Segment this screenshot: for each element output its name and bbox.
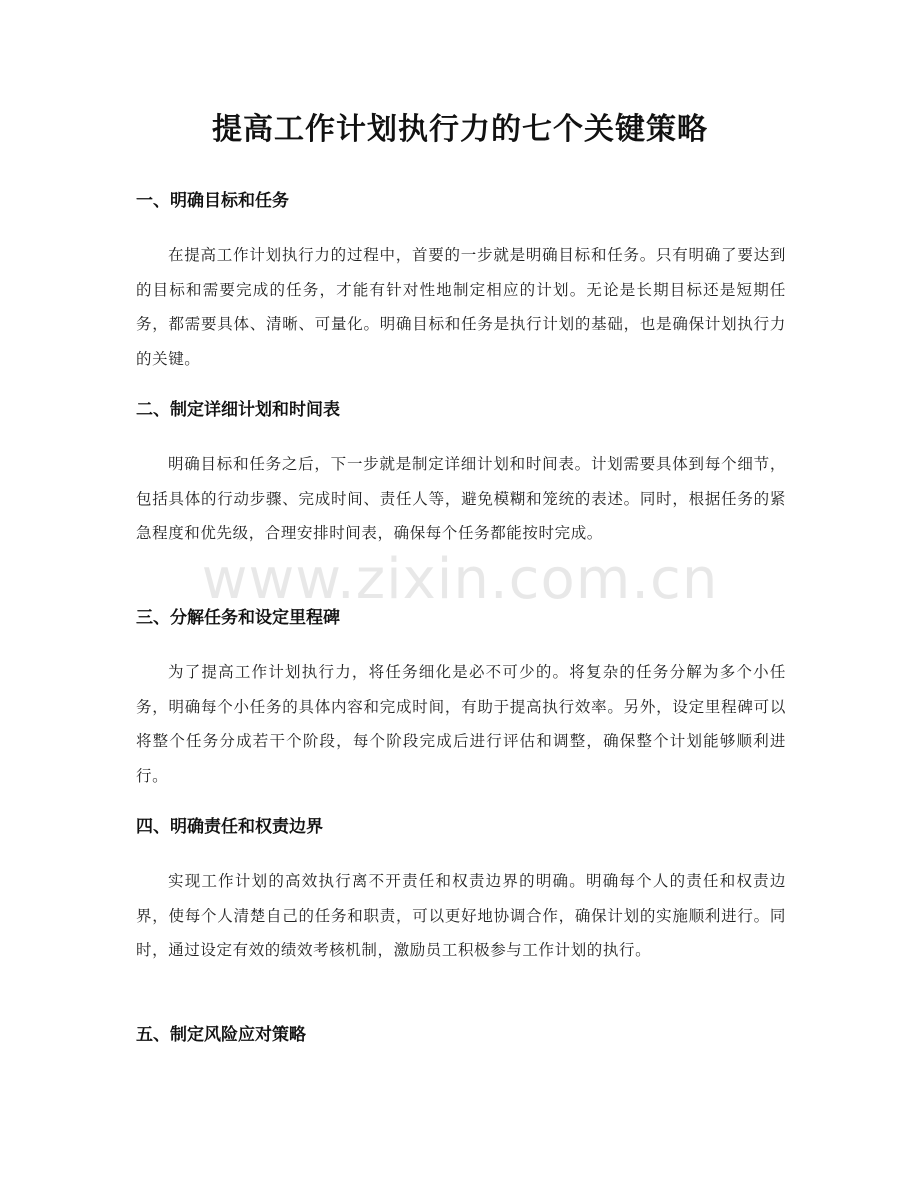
section-heading: 四、明确责任和权责边界 — [136, 817, 323, 837]
watermark: www.zixin.com.cn — [201, 547, 719, 612]
section-heading: 五、制定风险应对策略 — [136, 1025, 306, 1045]
section-heading: 二、制定详细计划和时间表 — [136, 400, 340, 420]
section-paragraph: 实现工作计划的高效执行离不开责任和权责边界的明确。明确每个人的责任和权责边界，使每个人清楚自己的任务和职责，可以更好地协调合作，确保计划的实施顺利进行。同时，通过设定有效的绩效考核机制，激励员工积极参与工作计划的执行。 — [136, 872, 786, 959]
section-paragraph: 为了提高工作计划执行力，将任务细化是必不可少的。将复杂的任务分解为多个小任务，明确每个小任务的具体内容和完成时间，有助于提高执行效率。另外，设定里程碑可以将整个任务分成若干个阶段，每个阶段完成后进行评估和调整，确保整个计划能够顺利进行。 — [136, 663, 786, 785]
section-2 — [136, 397, 786, 551]
section-1 — [136, 188, 786, 376]
section-5 — [136, 1022, 786, 1048]
document-title: 提高工作计划执行力的七个关键策略 — [212, 112, 708, 147]
section-heading: 一、明确目标和任务 — [136, 191, 289, 211]
section-paragraph: 明确目标和任务之后，下一步就是制定详细计划和时间表。计划需要具体到每个细节，包括具体的行动步骤、完成时间、责任人等，避免模糊和笼统的表述。同时，根据任务的紧急程度和优先级，合理安排时间表，确保每个任务都能按时完成。 — [136, 455, 786, 542]
section-paragraph: 在提高工作计划执行力的过程中，首要的一步就是明确目标和任务。只有明确了要达到的目标和需要完成的任务，才能有针对性地制定相应的计划。无论是长期目标还是短期任务，都需要具体、清晰、可量化。明确目标和任务是执行计划的基础，也是确保计划执行力的关键。 — [136, 246, 786, 368]
section-heading: 三、分解任务和设定里程碑 — [136, 608, 340, 628]
section-4 — [136, 814, 786, 968]
section-3 — [136, 605, 786, 793]
